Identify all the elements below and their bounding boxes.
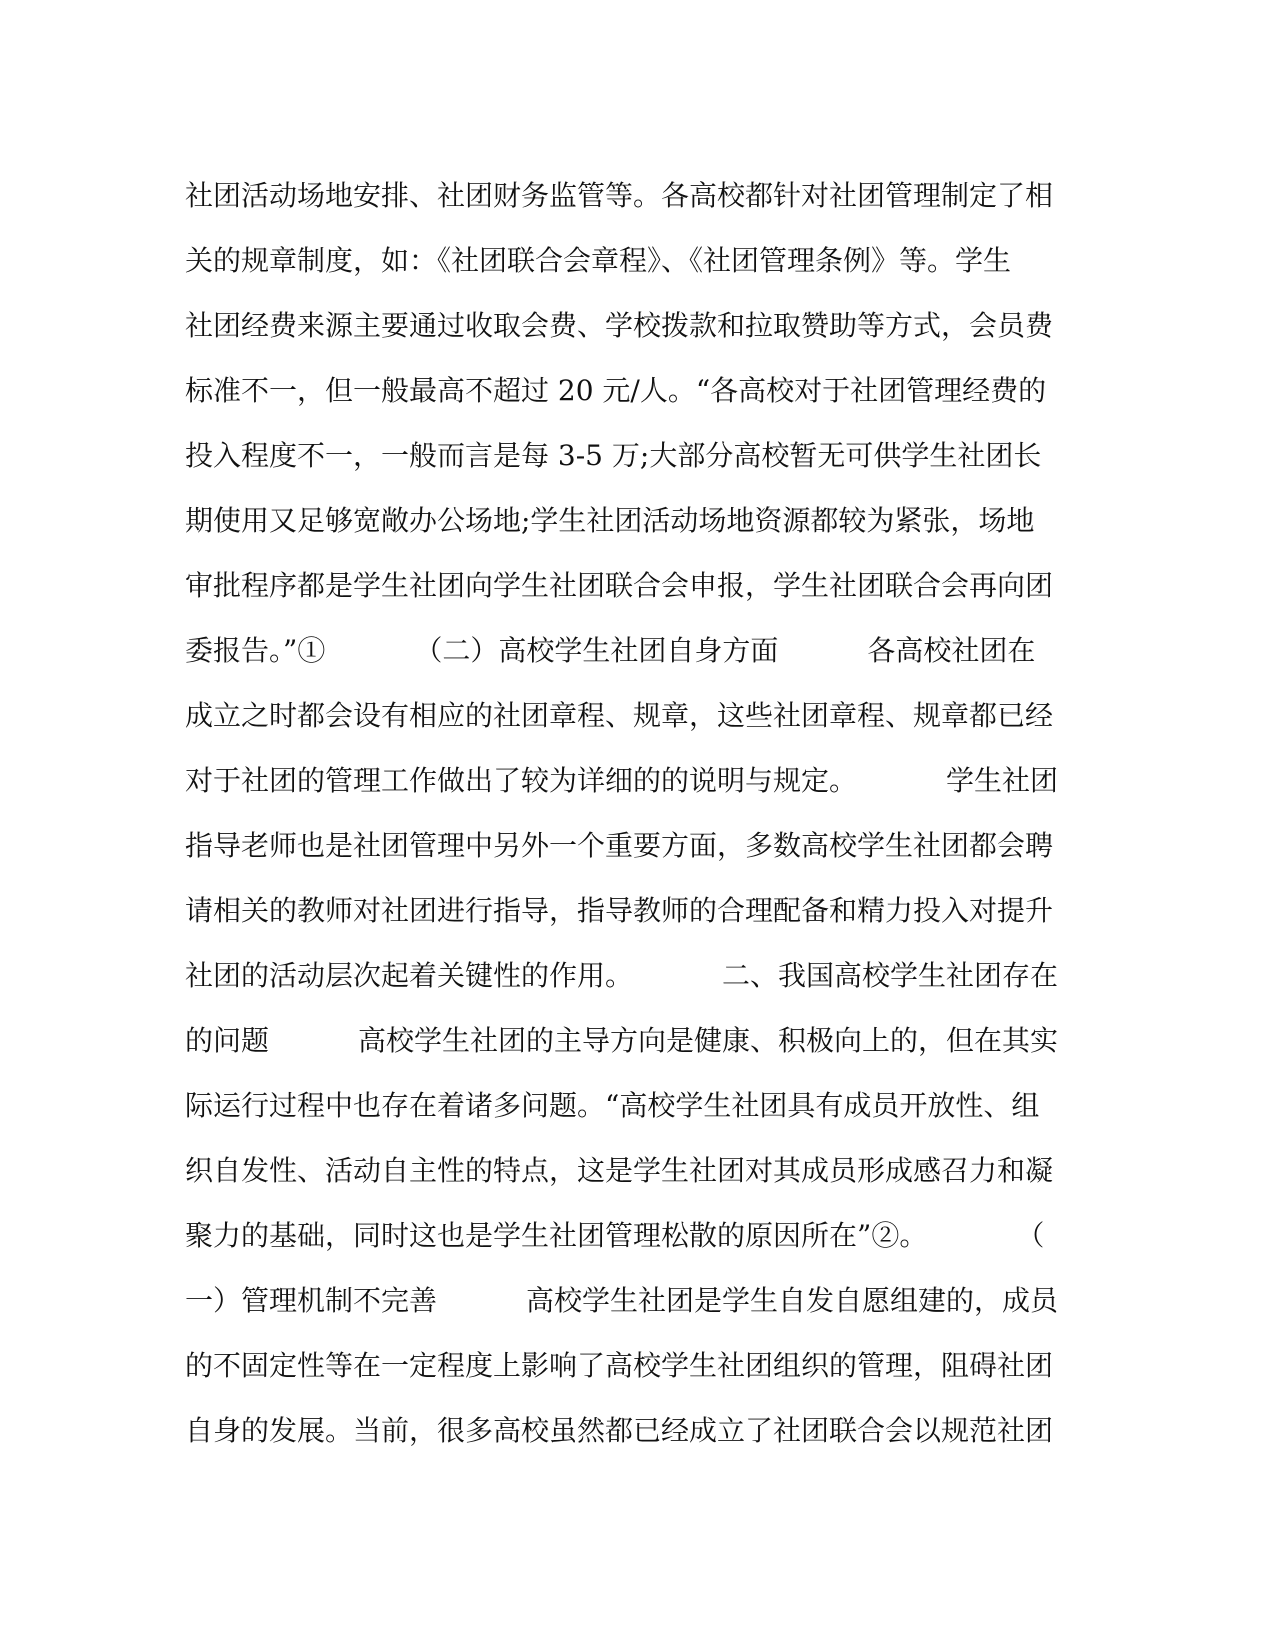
text-line: 社团经费来源主要通过收取会费、学校拨款和拉取赞助等方式，会员费 (185, 309, 1054, 342)
text-line: 请相关的教师对社团进行指导，指导教师的合理配备和精力投入对提升 (185, 894, 1054, 927)
text-line: 关的规章制度，如：《社团联合会章程》、《社团管理条例》等。学生 (185, 244, 1012, 277)
text-line: 审批程序都是学生社团向学生社团联合会申报，学生社团联合会再向团 (185, 569, 1054, 602)
text-line: 对于社团的管理工作做出了较为详细的的说明与规定。 学生社团 (185, 764, 1059, 797)
text-line: 指导老师也是社团管理中另外一个重要方面，多数高校学生社团都会聘 (185, 829, 1054, 862)
text-line: 聚力的基础，同时这也是学生社团管理松散的原因所在”②。 （ (185, 1219, 1045, 1252)
text-line: 期使用又足够宽敞办公场地;学生社团活动场地资源都较为紧张，场地 (185, 504, 1035, 537)
text-line: 投入程度不一，一般而言是每 3-5 万;大部分高校暂无可供学生社团长 (185, 439, 1042, 472)
text-line: 织自发性、活动自主性的特点，这是学生社团对其成员形成感召力和凝 (185, 1154, 1054, 1187)
text-line: 际运行过程中也存在着诸多问题。“高校学生社团具有成员开放性、组 (185, 1089, 1040, 1122)
text-line: 社团活动场地安排、社团财务监管等。各高校都针对社团管理制定了相 (185, 179, 1054, 212)
text-line: 一）管理机制不完善 高校学生社团是学生自发自愿组建的，成员 (185, 1284, 1059, 1317)
text-line: 社团的活动层次起着关键性的作用。 二、我国高校学生社团存在 (185, 959, 1059, 992)
text-line: 成立之时都会设有相应的社团章程、规章，这些社团章程、规章都已经 (185, 699, 1054, 732)
text-line: 的不固定性等在一定程度上影响了高校学生社团组织的管理，阻碍社团 (185, 1349, 1054, 1382)
text-line: 委报告。”① （二）高校学生社团自身方面 各高校社团在 (185, 634, 1036, 667)
text-line: 的问题 高校学生社团的主导方向是健康、积极向上的，但在其实 (185, 1024, 1059, 1057)
text-line: 自身的发展。当前，很多高校虽然都已经成立了社团联合会以规范社团 (185, 1414, 1054, 1447)
text-line: 标准不一，但一般最高不超过 20 元/人。“各高校对于社团管理经费的 (185, 374, 1047, 407)
body-text (185, 163, 1090, 1463)
